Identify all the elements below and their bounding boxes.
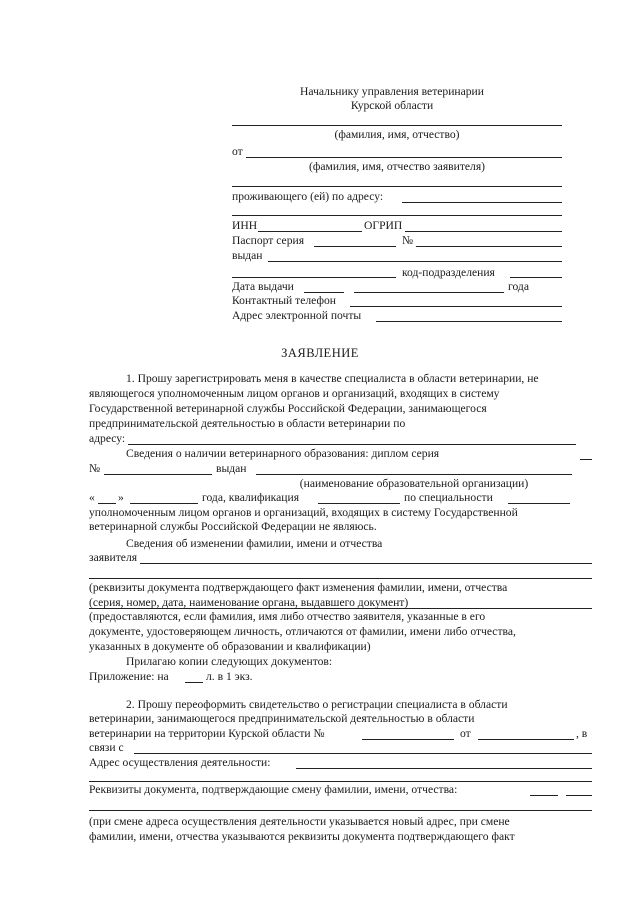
edu-diploma-series-field[interactable] xyxy=(580,459,592,460)
passport-issued-field[interactable] xyxy=(268,261,562,262)
passport-series-field[interactable] xyxy=(314,246,396,247)
edu-qualification-field[interactable] xyxy=(318,503,400,504)
email-field[interactable] xyxy=(376,321,562,322)
addressee-line2: Курской области xyxy=(350,99,434,112)
edu-date-open: « xyxy=(89,491,95,504)
change-field[interactable] xyxy=(140,563,592,564)
addressee-fio-line[interactable] xyxy=(232,125,562,126)
edu-date-month-field[interactable] xyxy=(130,503,198,504)
note-line1: (при смене адреса осуществления деятельности указывается новый адрес, при смене xyxy=(89,815,510,828)
issued-label: выдан xyxy=(232,249,263,262)
docs-label: Реквизиты документа, подтверждающие смену фамилии, имени, отчества: xyxy=(89,783,458,796)
ogrip-field[interactable] xyxy=(405,231,562,232)
inn-field[interactable] xyxy=(258,231,362,232)
year-label: года xyxy=(508,280,529,293)
attach-line1: Прилагаю копии следующих документов: xyxy=(126,655,333,668)
req-field[interactable] xyxy=(89,608,592,609)
edu-org-caption: (наименование образовательной организации) xyxy=(299,477,529,490)
p2-cert-date-field[interactable] xyxy=(478,739,574,740)
document-title: ЗАЯВЛЕНИЕ xyxy=(281,346,359,360)
edu-line4: уполномоченным лицом органов и организаций, входящих в систему Государственной xyxy=(89,506,518,519)
note-line2: фамилии, имени, отчества указываются реквизиты документа подтверждающего факт xyxy=(89,830,515,843)
p2-line3-c: , в xyxy=(576,727,588,740)
addr-label: Адрес осуществления деятельности: xyxy=(89,756,271,769)
applicant-extra-line[interactable] xyxy=(232,186,562,187)
issue-date-label: Дата выдачи xyxy=(232,280,294,293)
edu-year-qual-label: года, квалификация xyxy=(202,491,300,504)
ogrip-label: ОГРИП xyxy=(364,219,403,232)
passport-no-label: № xyxy=(402,234,414,247)
p2-line3-b: от xyxy=(460,727,471,740)
applicant-caption: (фамилия, имя, отчество заявителя) xyxy=(308,160,486,173)
p1-line3: Государственной ветеринарной службы Российской Федерации, занимающегося xyxy=(89,402,487,415)
attach-line2-a: Приложение: на xyxy=(89,670,169,683)
division-code-label: код-подразделения xyxy=(402,266,495,279)
edu-speciality-label: по специальности xyxy=(404,491,493,504)
issue-date-field[interactable] xyxy=(354,292,504,293)
passport-issued-field-2[interactable] xyxy=(232,277,396,278)
change-line1: Сведения об изменении фамилии, имени и отчества xyxy=(126,537,383,550)
req-line1: (реквизиты документа подтверждающего факт изменения фамилии, имени, отчества xyxy=(89,581,508,594)
addressee-line1: Начальнику управления ветеринарии xyxy=(300,85,484,98)
addr-field-2[interactable] xyxy=(89,781,592,782)
p1-address-field[interactable] xyxy=(128,444,576,445)
edu-diploma-number-field[interactable] xyxy=(104,474,212,475)
p1-line1: 1. Прошу зарегистрировать меня в качестве специалиста в области ветеринарии, не xyxy=(126,372,539,385)
residing-label: проживающего (ей) по адресу: xyxy=(232,190,384,203)
residing-address-line[interactable] xyxy=(402,202,562,203)
prov-line1: (предоставляются, если фамилия, имя либо отчество заявителя, указанные в его xyxy=(89,610,486,623)
p1-line2: являющегося уполномоченным лицом органов и организаций, входящих в систему xyxy=(89,387,500,400)
from-label: от xyxy=(232,145,243,158)
inn-label: ИНН xyxy=(232,219,258,232)
edu-date-close: » xyxy=(118,491,124,504)
change-field-2[interactable] xyxy=(89,578,592,579)
p2-line1: 2. Прошу переоформить свидетельство о регистрации специалиста в области xyxy=(126,698,508,711)
applicant-name-line[interactable] xyxy=(246,157,562,158)
p2-line2: ветеринарии, занимающегося предпринимательской деятельностью в области xyxy=(89,712,475,725)
email-label: Адрес электронной почты xyxy=(232,309,362,322)
req-line2: (серия, номер, дата, наименование органа, выдавшего документ) xyxy=(89,596,409,609)
phone-label: Контактный телефон xyxy=(232,294,336,307)
passport-number-field[interactable] xyxy=(416,246,562,247)
edu-no-label: № xyxy=(89,462,101,475)
docs-field[interactable] xyxy=(530,795,558,796)
passport-label: Паспорт серия xyxy=(232,234,305,247)
p2-cert-number-field[interactable] xyxy=(362,739,454,740)
docs-field-2[interactable] xyxy=(566,795,592,796)
p2-line4: связи с xyxy=(89,741,124,754)
edu-line5: ветеринарной службы Российской Федерации не являюсь. xyxy=(89,520,377,533)
p1-line4: предпринимательской деятельностью в области ветеринарии по xyxy=(89,417,406,430)
residing-address-line-2[interactable] xyxy=(232,215,562,216)
change-line2: заявителя xyxy=(89,551,138,564)
fio-caption: (фамилия, имя, отчество) xyxy=(334,128,460,141)
addr-field[interactable] xyxy=(296,768,592,769)
edu-date-day-field[interactable] xyxy=(98,503,116,504)
edu-issued-label: выдан xyxy=(216,462,247,475)
prov-line2: документе, удостоверяющем личность, отличаются от фамилии, имени либо отчества, xyxy=(89,625,516,638)
p1-line5: адресу: xyxy=(89,432,126,445)
p2-reason-field[interactable] xyxy=(134,753,592,754)
prov-line3: указанных в документе об образовании и квалификации) xyxy=(89,640,371,653)
attach-line2-b: л. в 1 экз. xyxy=(206,670,253,683)
edu-line1: Сведения о наличии ветеринарного образования: диплом серия xyxy=(126,447,440,460)
edu-org-field[interactable] xyxy=(256,474,572,475)
p2-line3-a: ветеринарии на территории Курской области № xyxy=(89,727,325,740)
issue-date-day-field[interactable] xyxy=(304,292,344,293)
edu-speciality-field[interactable] xyxy=(508,503,570,504)
docs-field-3[interactable] xyxy=(89,810,592,811)
division-code-field[interactable] xyxy=(510,277,562,278)
attach-pages-field[interactable] xyxy=(185,682,203,683)
phone-field[interactable] xyxy=(350,306,562,307)
